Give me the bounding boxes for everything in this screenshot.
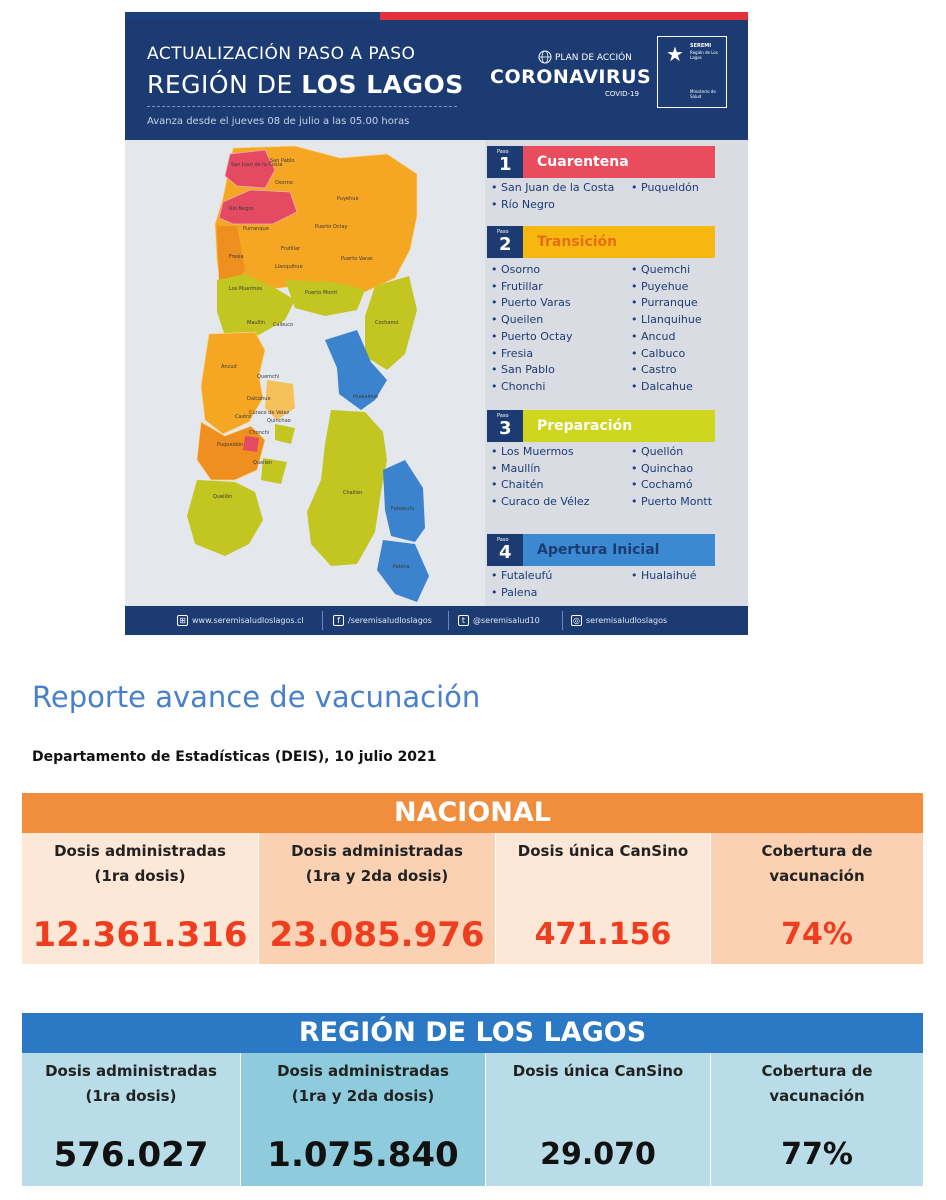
label-line: (1ra y 2da dosis)	[291, 1087, 435, 1105]
map-region-san-juan-de-la-costa	[225, 150, 275, 188]
map-label: Futaleufú	[391, 506, 415, 512]
step-2-paso-label: Paso	[497, 229, 509, 235]
step-2-item: • Frutillar	[491, 279, 573, 296]
map-label: Maullín	[247, 320, 265, 326]
label-line: vacunación	[769, 1087, 865, 1105]
poster-header	[125, 20, 748, 140]
logo-text-ministry: Ministerio de Salud	[690, 89, 716, 99]
map-label: Llanquihue	[275, 264, 303, 270]
map-label: Quemchi	[257, 374, 280, 380]
map-label: San Juan de la Costa	[231, 162, 283, 168]
flag-stripe	[125, 12, 748, 20]
map-label: Calbuco	[273, 322, 294, 328]
label-line: Dosis administradas	[45, 1062, 217, 1080]
step-4-paso-label: Paso	[497, 537, 509, 543]
step-2-item: • Osorno	[491, 262, 573, 279]
step-3-item: • Quellón	[631, 444, 712, 461]
step-3-item: • Maullín	[491, 461, 589, 478]
footer-instagram[interactable]	[571, 615, 667, 626]
footer-divider	[562, 611, 563, 630]
step-4-item: • Hualaihué	[631, 568, 697, 585]
map-region-puqueldon	[243, 436, 259, 452]
step-2-item: • Llanquihue	[631, 312, 702, 329]
step-3-name: Preparación	[523, 410, 715, 442]
poster-footer	[125, 606, 748, 635]
step-3-item: • Curaco de Vélez	[491, 494, 589, 511]
label-line: vacunación	[769, 867, 865, 885]
nacional-cansino-value: 471.156	[534, 917, 672, 952]
step-4-number: 4	[499, 542, 512, 563]
poster-subtitle: Avanza desde el jueves 08 de julio a las 05.00 horas	[147, 116, 410, 127]
footer-facebook[interactable]	[333, 615, 432, 626]
nacional-two-doses-cell	[259, 833, 495, 964]
step-1-item: • San Juan de la Costa	[491, 180, 614, 197]
step-2-item: • Dalcahue	[631, 379, 702, 396]
step-by-step-poster	[125, 12, 748, 635]
step-4-name: Apertura Inicial	[523, 534, 715, 566]
step-2-item: • Purranque	[631, 295, 702, 312]
map-label: Purranque	[243, 226, 269, 232]
map-label: Chaitén	[343, 490, 363, 496]
plan-label: PLAN DE ACCIÓN	[555, 53, 632, 63]
poster-title-line1: ACTUALIZACIÓN PASO A PASO	[147, 44, 416, 64]
label-line: Dosis administradas	[277, 1062, 449, 1080]
step-2-item: • Quemchi	[631, 262, 702, 279]
step-2-item: • Puyehue	[631, 279, 702, 296]
step-2-item: • Ancud	[631, 329, 702, 346]
star-icon: ★	[666, 42, 684, 66]
step-3-item: • Cochamó	[631, 477, 712, 494]
label-line: Dosis administradas	[291, 842, 463, 860]
step-3-item: • Puerto Montt	[631, 494, 712, 511]
label-line: Dosis administradas	[54, 842, 226, 860]
map-label: Quellón	[213, 494, 233, 500]
nacional-coverage-label	[711, 839, 923, 889]
step-2-item: • Calbuco	[631, 346, 702, 363]
map-label: Los Muermos	[229, 286, 263, 292]
nacional-first-dose-label	[22, 839, 258, 889]
step-3-number: 3	[499, 418, 512, 439]
globe-icon	[537, 50, 553, 64]
map-label: Río Negro	[229, 206, 254, 212]
step-3-item: • Los Muermos	[491, 444, 589, 461]
step-1-number-box	[487, 146, 523, 178]
label-line: Cobertura de	[761, 1062, 873, 1080]
covid-label: COVID-19	[605, 90, 639, 98]
map-label: Puyehue	[337, 196, 359, 202]
step-2-header	[487, 226, 715, 258]
step-4-number-box	[487, 534, 523, 566]
step-2-number-box	[487, 226, 523, 258]
map-label: Cochamó	[375, 320, 399, 326]
region-two-doses-value: 1.075.840	[267, 1135, 459, 1175]
map-label: Quinchao	[267, 418, 291, 424]
region-map	[125, 140, 485, 606]
map-label: Puerto Montt	[305, 290, 338, 296]
map-label: Puerto Varas	[341, 256, 373, 262]
step-1-name: Cuarentena	[523, 146, 715, 178]
web-icon: ⊞	[177, 615, 188, 626]
map-label: Ancud	[221, 364, 237, 370]
step-4-item: • Futaleufú	[491, 568, 552, 585]
footer-divider	[322, 611, 323, 630]
footer-divider	[448, 611, 449, 630]
map-label: Puqueldón	[217, 442, 244, 448]
region-coverage-cell	[711, 1053, 923, 1186]
region-cansino-value: 29.070	[540, 1137, 656, 1172]
step-1-paso-label: Paso	[497, 149, 509, 155]
region-coverage-label	[711, 1059, 923, 1109]
step-3-item: • Chaitén	[491, 477, 589, 494]
map-label: Osorno	[275, 180, 293, 186]
step-4-item: • Palena	[491, 585, 552, 602]
label-line: (1ra dosis)	[85, 1087, 177, 1105]
nacional-cansino-cell	[496, 833, 710, 964]
step-2-item: • Chonchi	[491, 379, 573, 396]
map-label: San Pablo	[270, 158, 295, 164]
facebook-icon: f	[333, 615, 344, 626]
report-subtitle: Departamento de Estadísticas (DEIS), 10 julio 2021	[32, 749, 437, 765]
footer-website-text: www.seremisaludloslagos.cl	[192, 616, 304, 625]
coronavirus-label: CORONAVIRUS	[490, 66, 652, 88]
nacional-first-dose-cell	[22, 833, 258, 964]
map-label: Castro	[235, 414, 252, 420]
step-2-number: 2	[499, 234, 512, 255]
step-3-header	[487, 410, 715, 442]
twitter-icon: t	[458, 615, 469, 626]
step-2-item: • San Pablo	[491, 362, 573, 379]
step-2-list-col2	[631, 262, 702, 396]
step-4-header	[487, 534, 715, 566]
map-label: Chonchi	[249, 430, 270, 436]
footer-twitter[interactable]	[458, 615, 540, 626]
step-3-paso-label: Paso	[497, 413, 509, 419]
label-line: (1ra y 2da dosis)	[305, 867, 449, 885]
step-2-item: • Castro	[631, 362, 702, 379]
map-label: Palena	[393, 564, 410, 570]
step-3-list-col2	[631, 444, 712, 511]
step-2-list-col1	[491, 262, 573, 396]
nacional-coverage-cell	[711, 833, 923, 964]
region-coverage-value: 77%	[781, 1137, 853, 1172]
region-cansino-label	[486, 1059, 710, 1084]
poster-title-region-prefix: REGIÓN DE	[147, 70, 302, 99]
step-1-list-col2	[631, 180, 699, 197]
nacional-cansino-label	[496, 839, 710, 864]
poster-title-line2	[147, 70, 464, 99]
logo-text-seremi: SEREMI	[690, 43, 712, 49]
step-3-item: • Quinchao	[631, 461, 712, 478]
step-2-item: • Puerto Octay	[491, 329, 573, 346]
nacional-heading: NACIONAL	[22, 793, 923, 833]
map-label: Curaco de Vélez	[249, 410, 290, 416]
instagram-icon: ◎	[571, 615, 582, 626]
ministry-logo	[657, 36, 727, 108]
label-line: Dosis única CanSino	[517, 842, 689, 860]
region-heading: REGIÓN DE LOS LAGOS	[22, 1013, 923, 1053]
step-2-item: • Queilen	[491, 312, 573, 329]
logo-text-region: Región de Los Lagos	[690, 50, 718, 60]
footer-instagram-text: seremisaludloslagos	[586, 616, 668, 625]
map-label: Queilen	[253, 460, 273, 466]
nacional-coverage-value: 74%	[781, 917, 853, 952]
region-two-doses-label	[241, 1059, 485, 1109]
step-1-list-col1	[491, 180, 614, 213]
step-4-list-col1	[491, 568, 552, 601]
flag-stripe-blue	[125, 12, 380, 20]
region-first-dose-label	[22, 1059, 240, 1109]
step-4-list-col2	[631, 568, 697, 585]
footer-twitter-text: @seremisalud10	[473, 616, 540, 625]
map-label: Puerto Octay	[315, 224, 348, 230]
footer-facebook-text: /seremisaludloslagos	[348, 616, 432, 625]
footer-website[interactable]	[177, 615, 304, 626]
region-first-dose-value: 576.027	[53, 1135, 209, 1175]
region-two-doses-cell	[241, 1053, 485, 1186]
label-line: Dosis única CanSino	[512, 1062, 684, 1080]
nacional-two-doses-label	[259, 839, 495, 889]
poster-title-region-name: LOS LAGOS	[301, 70, 464, 99]
region-cansino-cell	[486, 1053, 710, 1186]
map-label: Frutillar	[281, 246, 300, 252]
step-3-list-col1	[491, 444, 589, 511]
report-title: Reporte avance de vacunación	[32, 680, 481, 714]
step-1-item: • Puqueldón	[631, 180, 699, 197]
nacional-two-doses-value: 23.085.976	[269, 915, 485, 955]
header-divider	[147, 106, 457, 107]
map-label: Dalcahue	[247, 396, 271, 402]
label-line: Cobertura de	[761, 842, 873, 860]
map-label: Fresia	[229, 254, 244, 260]
nacional-first-dose-value: 12.361.316	[32, 915, 248, 955]
step-2-name: Transición	[523, 226, 715, 258]
step-2-item: • Fresia	[491, 346, 573, 363]
step-2-item: • Puerto Varas	[491, 295, 573, 312]
region-first-dose-cell	[22, 1053, 240, 1186]
step-1-item: • Río Negro	[491, 197, 614, 214]
step-1-header	[487, 146, 715, 178]
step-1-number: 1	[499, 154, 512, 175]
flag-stripe-red	[380, 12, 748, 20]
map-label: Hualaihué	[353, 394, 379, 400]
step-3-number-box	[487, 410, 523, 442]
label-line: (1ra dosis)	[94, 867, 186, 885]
